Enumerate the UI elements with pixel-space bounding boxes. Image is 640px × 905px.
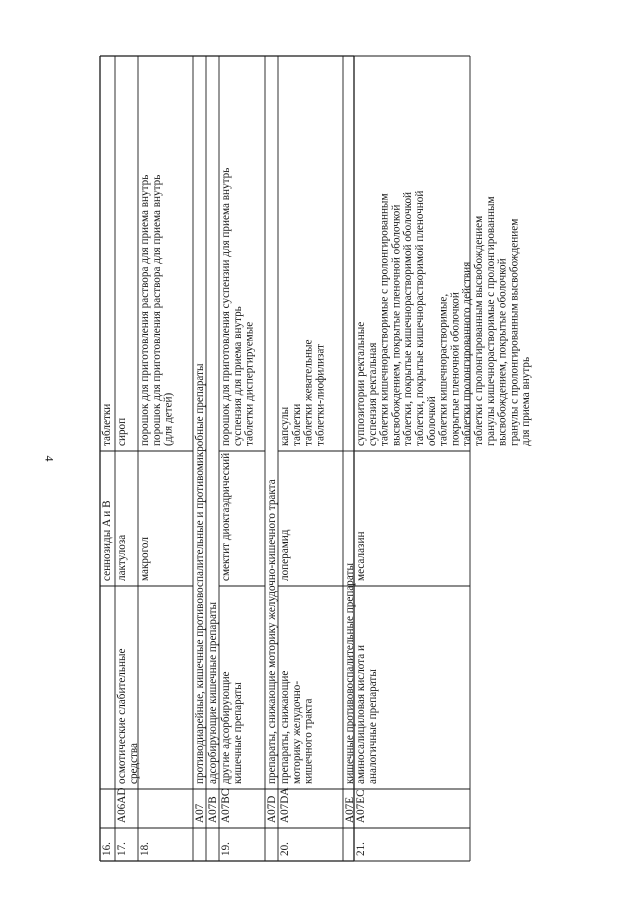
dosage-form: высвобождением, покрытые оболочкой [496,258,509,446]
dosage-form: таблетки кишечнорастворимые с пролонгированным [378,193,391,446]
anatomical-group: кишечные препараты [231,682,244,784]
dosage-form: суспензия для приема внутрь [231,306,244,446]
drug-name: макрогол [139,537,151,581]
table-cells [101,168,532,856]
row-number: 19. [220,842,232,856]
dosage-form: оболочкой [425,396,438,446]
dosage-form: таблетки-лиофилизат [314,344,327,446]
row-number: 16. [101,842,113,856]
anatomical-group: средства [127,742,140,784]
group-title: адсорбирующие кишечные препараты [207,601,219,784]
anatomical-group: аминосалициловая кислота и [355,644,367,784]
dosage-form: таблетки с пролонгированным высвобождением [473,215,485,446]
atc-code: A07D [266,795,278,823]
dosage-form: таблетки [290,403,303,446]
dosage-form: высвобождением, покрытые пленочной оболочкой [390,204,403,446]
row-number: 17. [116,842,128,856]
row-number: 18. [139,842,151,856]
anatomical-group: кишечного тракта [302,698,315,784]
anatomical-group: другие адсорбирующие [220,671,232,784]
anatomical-group: препараты, снижающие [279,670,291,784]
atc-code: A07 [194,803,206,823]
drug-name: сеннозиды A и B [101,500,113,581]
anatomical-group: осмотические слабительные [116,648,128,784]
atc-code: A07BC [220,788,232,823]
dosage-form: сироп [116,417,128,446]
dosage-form: (для детей) [162,392,175,446]
atc-code: A07B [207,796,219,823]
row-number: 20. [279,842,291,856]
dosage-form: таблетки [101,403,113,446]
dosage-form: таблетки диспергируемые [243,321,256,446]
drug-name: лактулоза [116,534,128,581]
drug-name: лоперамид [279,529,291,581]
dosage-form: покрытые пленочной оболочкой [449,292,462,446]
anatomical-group: моторику желудочно- [290,680,303,784]
dosage-form: капсулы [279,406,291,446]
dosage-form: порошок для приготовления раствора для приема внутрь [150,174,163,446]
atc-code: A07EC [355,789,367,823]
dosage-form: суппозитории ректальные [355,321,367,446]
dosage-form: таблетки, покрытые кишечнорастворимой пленочной [414,190,426,446]
row-number: 21. [355,842,367,856]
drug-name: месалазин [355,531,367,581]
dosage-form: суспензия ректальная [366,342,379,446]
dosage-form: гранулы с пролонгированным высвобождением [508,218,521,446]
drug-name: смектит диоктаэдрический [220,452,232,581]
dosage-form: гранулы кишечнорастворимые с пролонгированным [484,196,497,446]
group-title: противодиарейные, кишечные противовоспалительные и противомикробные препараты [194,363,206,784]
atc-code: A07E [344,796,356,823]
dosage-form: таблетки, покрытые кишечнорастворимой оболочкой [402,191,415,446]
group-title: препараты, снижающие моторику желудочно-кишечного тракта [266,479,278,784]
dosage-form: таблетки кишечнорастворимые, [437,293,450,446]
dosage-form: порошок для приготовления раствора для приема внутрь [139,174,151,446]
atc-code: A06AD [116,787,128,823]
atc-code: A07DA [279,787,291,823]
dosage-form: таблетки пролонгированного действия [461,261,474,446]
dosage-form: порошок для приготовления суспензии для приема внутрь [220,167,232,446]
dosage-form: таблетки жевательные [302,339,315,446]
anatomical-group: аналогичные препараты [366,669,379,784]
page-number: 4 [42,455,57,462]
dosage-form: для приема внутрь [520,356,533,446]
group-title: кишечные противовоспалительные препараты [344,563,356,784]
